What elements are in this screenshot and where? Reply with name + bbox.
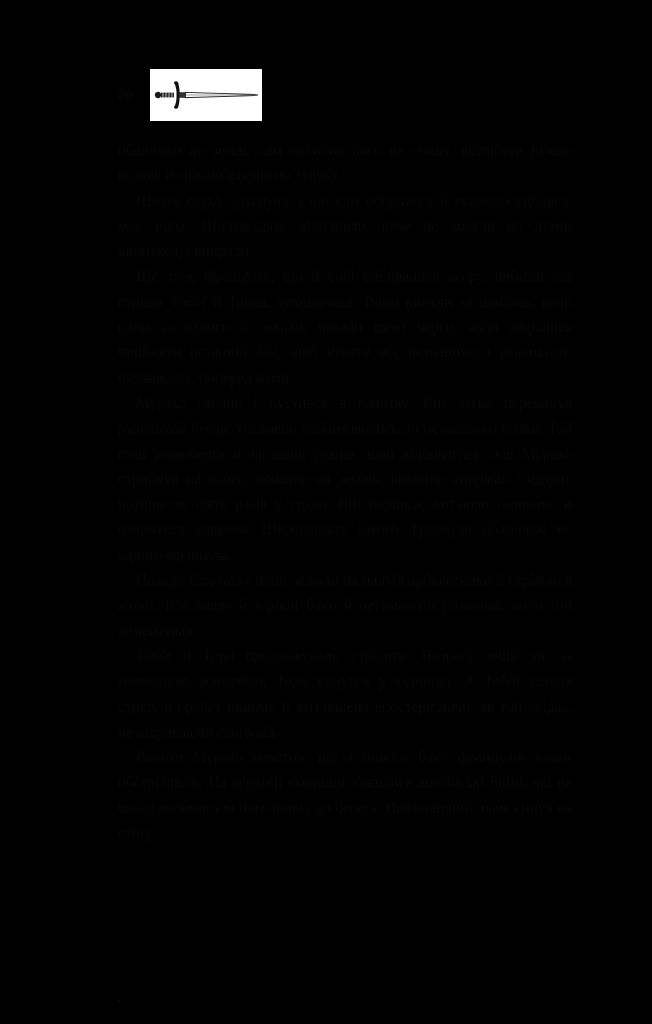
paragraph: Мурахо скочив і пустився в гонитву. Він легко перекинув руденький бугор, упевнено наближаючись до останнього вояки. Той став упівоберта й заставив рукою, щоб відбиватися, але Мурахо стрибнув на нього, повалив на землю, вихопив кинджал і вдарив чотири чи п'ять разів у груди. Він підвівся, хитаючи головою, й озирнувся навколо. Шістнадцять нікого французи обличчям не одного француза.: [118, 394, 572, 564]
page-body: [118, 138, 572, 846]
paragraph: Шпага глухо хруснула, і він сам обернувся й судомно вибився, мов риба. Шістнадцять відпливли, наче не змогли на думці вибитися, і впирали.: [118, 192, 572, 261]
paragraph: Раптом Мурахо помітив, що з іншого боку французів також обстріляють. На верхній сходинці з'явилися англійські бійці, які на весел допомагали його човну до берега. Неймовірний, наче кинув на стіну: [118, 749, 572, 843]
paragraph: обличчям до землі, сам нахилив його на спину, відтягнув рукою голову й сильно вдарив по тулубу.: [118, 142, 572, 185]
chapter-ornament: [150, 69, 262, 121]
paragraph: Ще троє французів, що й собі вибиралися вгору, вибігли від стрілів Тоббі й Торна, зупинилися. Вони кинули за щоглою, коли один за одного й чекали, чекали своєї черги, коли зібралися прийняти останній бій, щоб утекти від незнайомого руденького чудовиська, поперед нами.: [118, 268, 572, 387]
sword-icon: [152, 80, 260, 110]
paragraph: Позаду. Спочатку вони лежали на палубі арбалетники й стрілою в живіт. Він впаде й з рівні боки й несамовито розпочав, коли той лементував.: [118, 572, 572, 640]
paragraph: Тоббі й Торн продовжували стріляти. Вознесі, який ліг за мовчазною жагорбом, Торн кинувся у сідницю. А Тоббі вцілив стрілу в кробет іншому й затуманено спостерігаючи, як той осідає, не відриваючи свого від.: [118, 647, 572, 741]
page-number: 26: [118, 87, 132, 102]
page-header: [118, 69, 262, 121]
footer-mark: [118, 1000, 120, 1002]
